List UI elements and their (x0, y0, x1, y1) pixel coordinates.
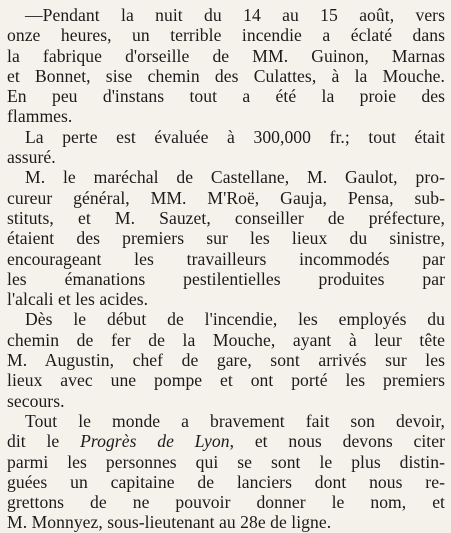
text-line: les émanations pestilentielles produites par (7, 268, 445, 289)
text-line: encourageant les travailleurs incommodés par (7, 248, 445, 269)
text-line: M. Augustin, chef de gare, sont arrivés sur les (7, 350, 445, 371)
text-line: étaient des premiers sur les lieux du sinistre, (7, 228, 445, 249)
text-line: la fabrique d'orseille de MM. Guinon, Marnas (7, 45, 445, 66)
text-line: En peu d'instans tout a été la proie des (7, 86, 445, 107)
text-line: secours. (7, 390, 65, 411)
text-line: flammes. (7, 106, 73, 127)
text-line: lieux avec une pompe et ont porté les premiers (7, 370, 445, 391)
text-line: grettons de ne pouvoir donner le nom, et (7, 492, 445, 513)
paragraph-duty (7, 411, 445, 533)
citation-suffix: , et nous devons citer (229, 431, 446, 452)
text-line: guées un capitaine de lanciers dont nous re- (7, 471, 445, 492)
paragraph-officials (7, 167, 445, 309)
text-line: et Bonnet, sise chemin des Culattes, à la Mouche. (7, 65, 445, 86)
citation-prefix: dit le (7, 431, 81, 452)
paragraph-fire-report (7, 5, 445, 127)
paragraph-loss (7, 127, 445, 168)
text-line: M. Monnyez, sous-lieutenant au 28e de ligne. (7, 512, 332, 533)
text-line: M. le maréchal de Castellane, M. Gaulot, pro- (25, 167, 445, 188)
text-line-with-citation (7, 431, 445, 451)
text-line: cureur général, MM. M'Roë, Gauja, Pensa, sub- (7, 187, 445, 208)
paragraph-railway-staff (7, 309, 445, 410)
text-line: Tout le monde a bravement fait son devoir, (25, 410, 445, 431)
text-line: onze heures, un terrible incendie a éclaté dans (7, 25, 445, 46)
text-line: l'alcali et les acides. (7, 289, 149, 310)
text-line: chemin de fer de la Mouche, ayant à leur tête (7, 329, 445, 350)
text-line: stituts, et M. Sauzet, conseiller de préfecture, (7, 207, 445, 228)
text-line: assuré. (7, 147, 56, 168)
newspaper-title: Progrès de Lyon (80, 431, 230, 452)
text-line: La perte est évaluée à 300,000 fr.; tout était (25, 126, 445, 147)
text-line: parmi les personnes qui se sont le plus distin- (7, 451, 445, 472)
text-line: —Pendant la nuit du 14 au 15 août, vers (25, 5, 445, 25)
text-line: Dès le début de l'incendie, les employés du (25, 309, 445, 330)
article-text (7, 5, 445, 533)
